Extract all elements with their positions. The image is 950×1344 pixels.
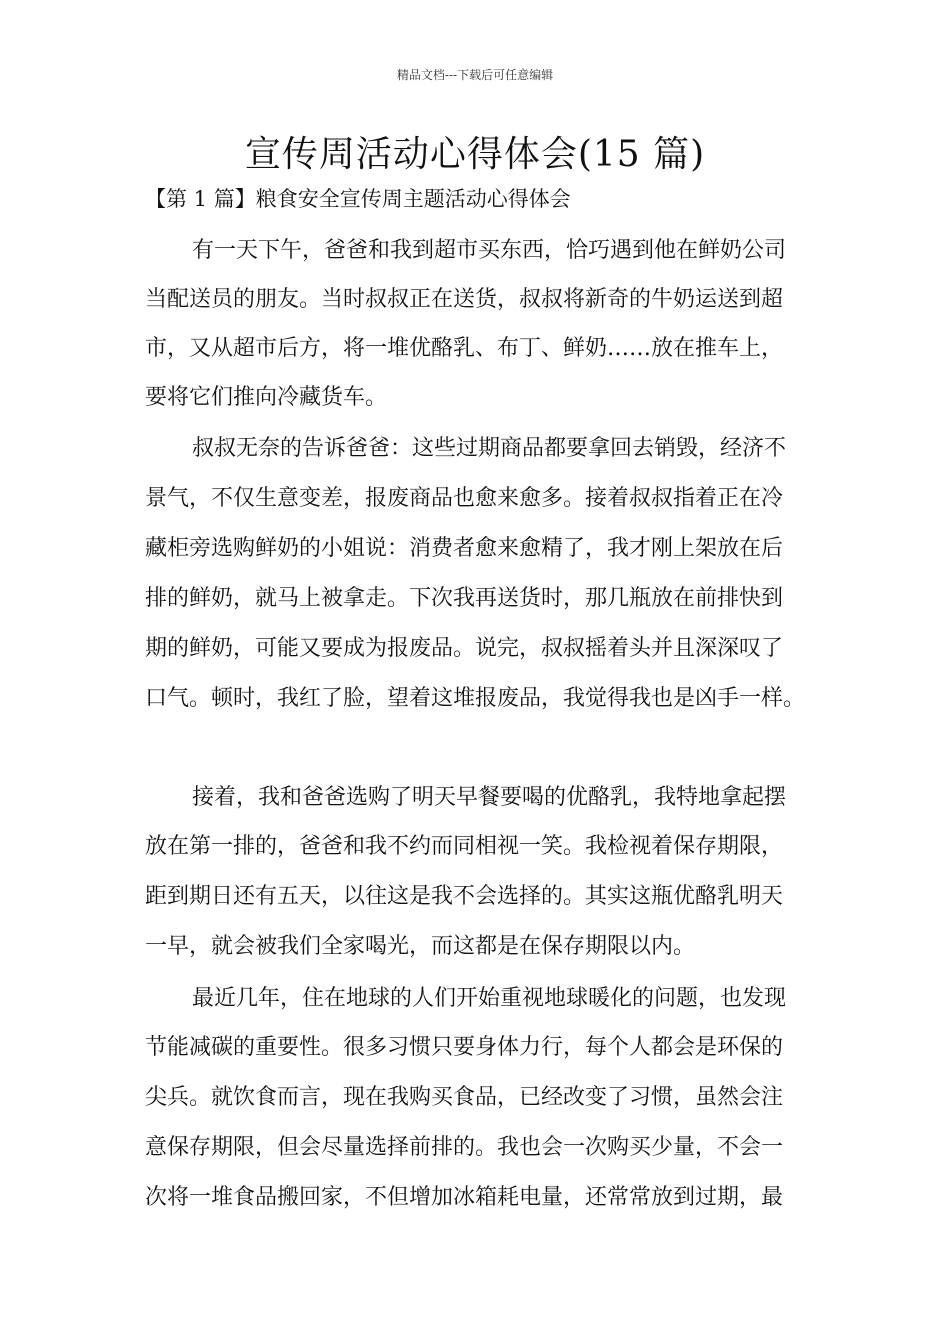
paragraph-line: 口气。顿时，我红了脸，望着这堆报废品，我觉得我也是凶手一样。 <box>145 686 806 711</box>
paragraph-line: 市，又从超市后方，将一堆优酪乳、布丁、鲜奶……放在推车上， <box>145 336 784 361</box>
section-heading: 【第 1 篇】粮食安全宣传周主题活动心得体会 <box>145 187 571 211</box>
paragraph-line: 尖兵。就饮食而言，现在我购买食品，已经改变了习惯，虽然会注 <box>145 1085 784 1110</box>
paragraph-line: 藏柜旁选购鲜奶的小姐说：消费者愈来愈精了，我才刚上架放在后 <box>145 536 784 561</box>
paragraph-line: 景气，不仅生意变差，报废商品也愈来愈多。接着叔叔指着正在冷 <box>145 486 784 511</box>
paragraph-line: 一早，就会被我们全家喝光，而这都是在保存期限以内。 <box>145 934 696 959</box>
paragraph-line: 期的鲜奶，可能又要成为报废品。说完，叔叔摇着头并且深深叹了 <box>145 636 784 661</box>
page-header: 精品文档---下载后可任意编辑 <box>396 68 554 82</box>
paragraph-line: 节能减碳的重要性。很多习惯只要身体力行，每个人都会是环保的 <box>145 1035 784 1060</box>
paragraph-line: 当配送员的朋友。当时叔叔正在送货，叔叔将新奇的牛奶运送到超 <box>145 287 784 312</box>
paragraph-line: 最近几年，住在地球的人们开始重视地球暖化的问题，也发现 <box>192 986 787 1011</box>
paragraph-line: 意保存期限，但会尽量选择前排的。我也会一次购买少量，不会一 <box>145 1135 784 1160</box>
paragraph-line: 距到期日还有五天，以往这是我不会选择的。其实这瓶优酪乳明天 <box>145 884 784 909</box>
paragraph-line: 排的鲜奶，就马上被拿走。下次我再送货时，那几瓶放在前排快到 <box>145 586 784 611</box>
paragraph-line: 叔叔无奈的告诉爸爸：这些过期商品都要拿回去销毁，经济不 <box>192 436 787 461</box>
paragraph-line: 要将它们推向冷藏货车。 <box>145 385 388 410</box>
document-title: 宣传周活动心得体会(15 篇) <box>244 134 706 175</box>
paragraph-line: 放在第一排的，爸爸和我不约而同相视一笑。我检视着保存期限， <box>145 834 784 859</box>
paragraph-line: 有一天下午，爸爸和我到超市买东西，恰巧遇到他在鲜奶公司 <box>192 238 787 263</box>
paragraph-line: 次将一堆食品搬回家，不但增加冰箱耗电量，还常常放到过期，最 <box>145 1185 784 1210</box>
paragraph-line: 接着，我和爸爸选购了明天早餐要喝的优酪乳，我特地拿起摆 <box>192 785 787 810</box>
